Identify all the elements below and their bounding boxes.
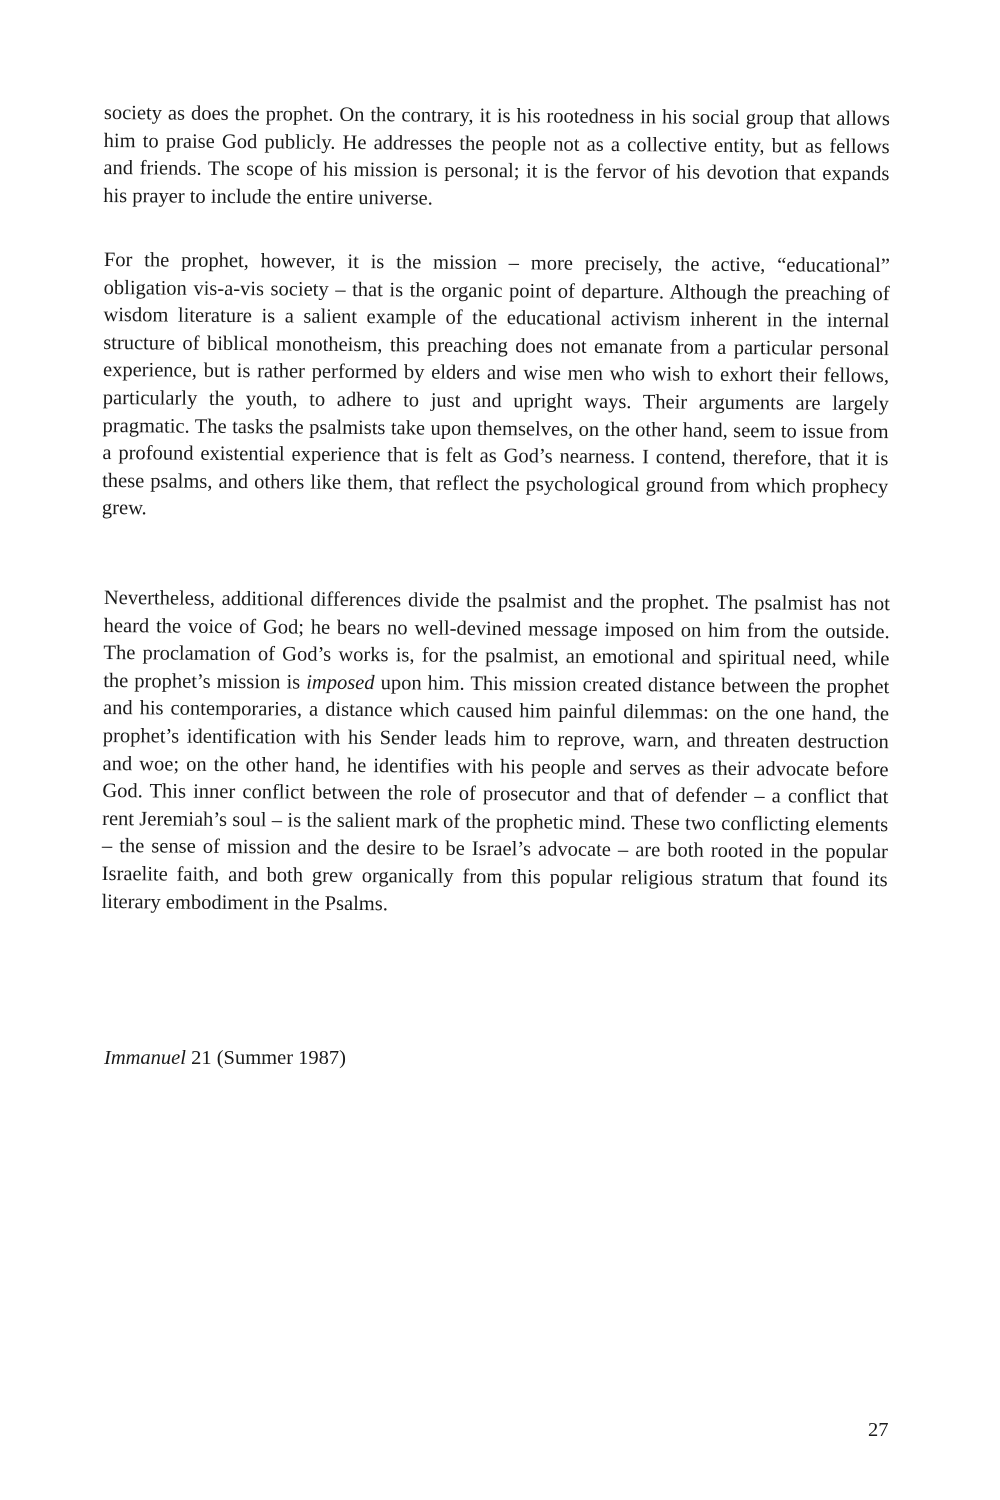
paragraph-3-emphasis: imposed bbox=[306, 671, 375, 694]
paragraph-1-text: society as does the prophet. On the contrary, it is his rootedness in his social group that allows him to praise God publicly. He addresses the people not as a collective entity, but as fellows and friends. The scope of his mission is personal; it is the fervor of his devotion that expands his prayer to include the entire universe. bbox=[103, 101, 890, 210]
citation-details: 21 (Summer 1987) bbox=[185, 1047, 346, 1069]
paragraph-3 bbox=[101, 585, 890, 916]
citation-journal: Immanuel bbox=[104, 1047, 186, 1069]
paragraph-3-text bbox=[101, 585, 890, 922]
paragraph-2 bbox=[101, 247, 890, 523]
paragraph-2-text: For the prophet, however, it is the mission – more precisely, the active, “educational” obligation vis-a-vis society – that is the organic point of departure. Although the preaching of wisdom literature is a salient example of the educational activism inherent in the internal structure of biblical monotheism, this preaching does not emanate from a particular personal experience, but is rather performed by elders and wise men who wish to exhort their fellows, particularly the youth, to adhere to just and upright ways. Their arguments are largely pragmatic. The tasks the psalmists take upon themselves, on the other hand, seem to issue from a profound existential experience that is felt as God’s nearness. I contend, therefore, that it is these psalms, and others like them, that reflect the psychological ground from which prophecy grew. bbox=[101, 248, 890, 520]
paragraph-3-text-before: Nevertheless, additional differences divide the psalmist and the prophet. The psalmist has not heard the voice of God; he bears no well-devined message imposed on him from the outside. The proclamation of God’s works is, for the psalmist, an emotional and spiritual need, while the prophet’s mission is bbox=[103, 586, 890, 694]
paragraph-1 bbox=[104, 100, 890, 210]
paragraph-3-text-after: upon him. This mission created distance between the prophet and his contemporaries, a distance which caused him painful dilemmas: on the one hand, the prophet’s identification with his Sender leads him to reprove, warn, and threaten destruction and woe; on the other hand, he identifies with his people and serves as their advocate before God. This inner conflict between the role of prosecutor and that of defender – a conflict that rent Jeremiah’s soul – is the salient mark of the prophetic mind. These two conflicting elements – the sense of mission and the desire to be Israel’s advocate – are both rooted in the popular Israelite faith, and both grew organically from this popular religious stratum that found its literary embodiment in the Psalms. bbox=[101, 671, 890, 915]
citation bbox=[104, 1045, 346, 1073]
page-number: 27 bbox=[868, 1419, 889, 1441]
